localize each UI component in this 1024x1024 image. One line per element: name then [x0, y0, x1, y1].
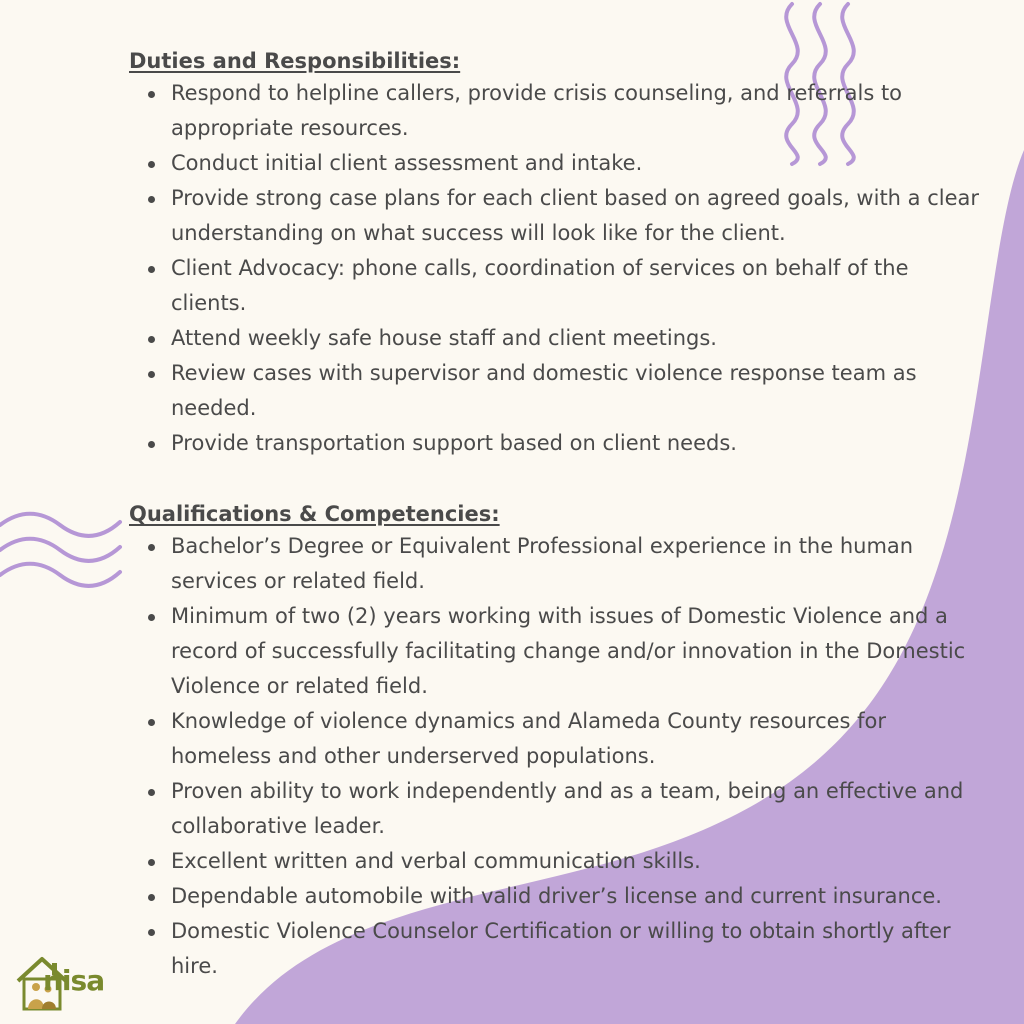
list-item: Bachelor’s Degree or Equivalent Professional experience in the human services or related field.: [129, 529, 979, 599]
list-item: Domestic Violence Counselor Certification or willing to obtain shortly after hire.: [129, 914, 979, 984]
logo-text: nisa: [43, 964, 105, 997]
list-item: Provide strong case plans for each client based on agreed goals, with a clear understanding on what success will look like for the client.: [129, 181, 979, 251]
list-item: Review cases with supervisor and domestic violence response team as needed.: [129, 356, 979, 426]
list-item: Respond to helpline callers, provide crisis counseling, and referrals to appropriate resources.: [129, 76, 979, 146]
list-item: Conduct initial client assessment and intake.: [129, 146, 979, 181]
job-description: [129, 46, 979, 984]
list-item: Proven ability to work independently and as a team, being an effective and collaborative leader.: [129, 774, 979, 844]
list-item: Knowledge of violence dynamics and Alameda County resources for homeless and other underserved populations.: [129, 704, 979, 774]
list-item: Attend weekly safe house staff and client meetings.: [129, 321, 979, 356]
wavy-lines-left-icon: [0, 514, 120, 586]
duties-list: [129, 76, 979, 461]
duties-title: Duties and Responsibilities:: [129, 49, 461, 73]
list-item: Client Advocacy: phone calls, coordination of services on behalf of the clients.: [129, 251, 979, 321]
list-item: Dependable automobile with valid driver’s license and current insurance.: [129, 879, 979, 914]
list-item: Provide transportation support based on client needs.: [129, 426, 979, 461]
qualifications-title: Qualifications & Competencies:: [129, 502, 500, 526]
section-spacer: [129, 461, 979, 499]
list-item: Minimum of two (2) years working with issues of Domestic Violence and a record of successfully facilitating change and/or innovation in the Domestic Violence or related field.: [129, 599, 979, 704]
list-item: Excellent written and verbal communication skills.: [129, 844, 979, 879]
qualifications-list: [129, 529, 979, 984]
